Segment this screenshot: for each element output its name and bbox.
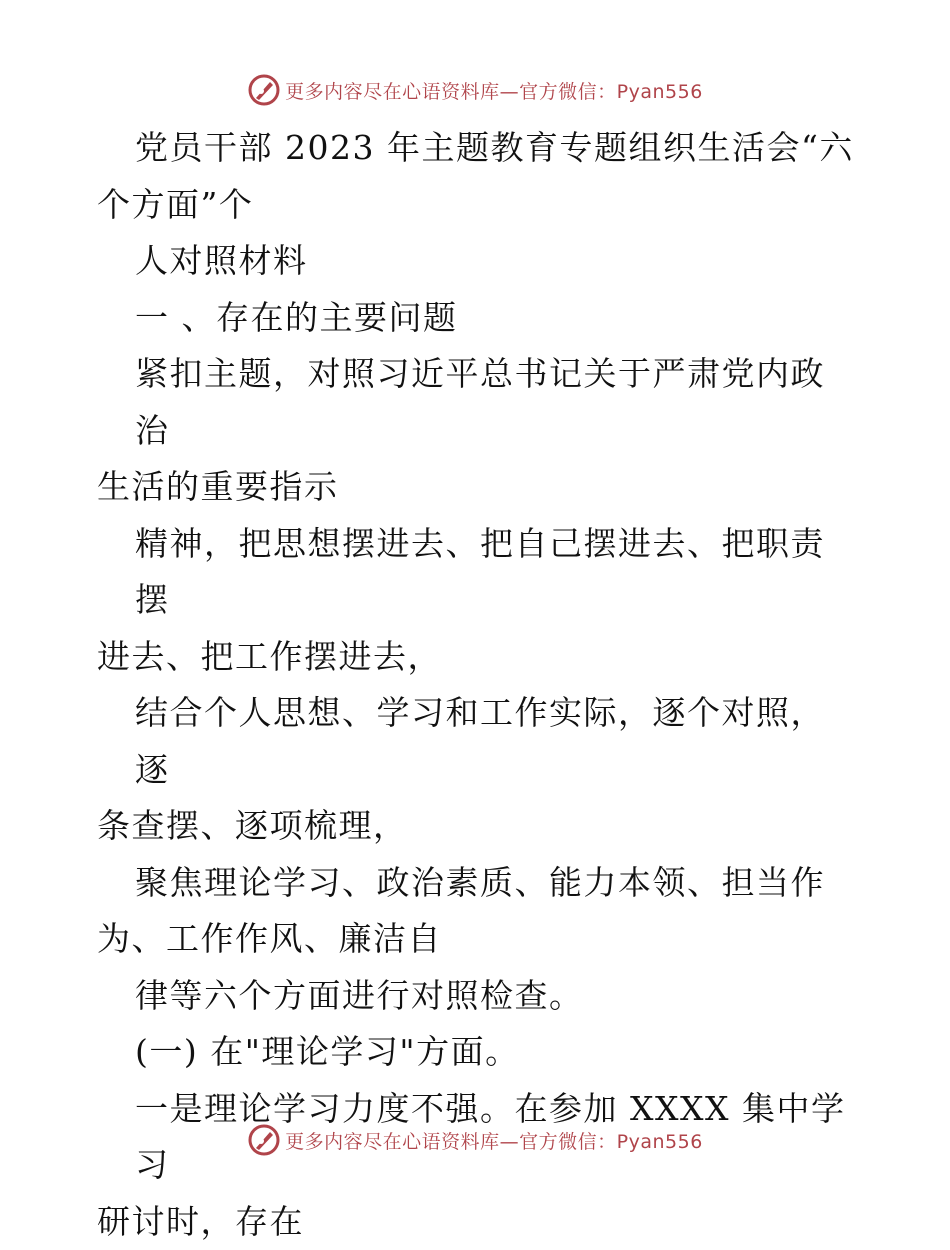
doc-line: 个方面”个 [97,177,857,234]
doc-line: 党员干部 2023 年主题教育专题组织生活会“六 [97,120,857,177]
doc-line: 生活的重要指示 [97,459,857,516]
doc-line: 一是理论学习力度不强。在参加 XXXX 集中学习 [97,1081,857,1194]
doc-line: 人对照材料 [97,233,857,290]
doc-line: 聚焦理论学习、政治素质、能力本领、担当作 [97,855,857,912]
pen-logo-icon [247,73,281,107]
doc-line: 一 、存在的主要问题 [97,290,857,347]
doc-line: 进去、把工作摆进去， [97,629,857,686]
pen-logo-icon [247,1123,281,1157]
doc-line: 为、工作作风、廉洁自 [97,911,857,968]
doc-line: 律等六个方面进行对照检查。 [97,968,857,1025]
watermark-banner-bottom [0,1120,950,1160]
doc-line: 结合个人思想、学习和工作实际，逐个对照，逐 [97,685,857,798]
document-body [97,120,857,1250]
doc-line: 精神，把思想摆进去、把自己摆进去、把职责摆 [97,516,857,629]
doc-line: (一) 在"理论学习"方面。 [97,1024,857,1081]
watermark-banner-top [0,70,950,110]
doc-line: 研讨时，存在 [97,1194,857,1250]
watermark-text: 更多内容尽在心语资料库—官方微信：Pyan556 [285,77,703,104]
doc-line: 条查摆、逐项梳理， [97,798,857,855]
doc-line: 紧扣主题，对照习近平总书记关于严肃党内政治 [97,346,857,459]
watermark-text: 更多内容尽在心语资料库—官方微信：Pyan556 [285,1127,703,1154]
